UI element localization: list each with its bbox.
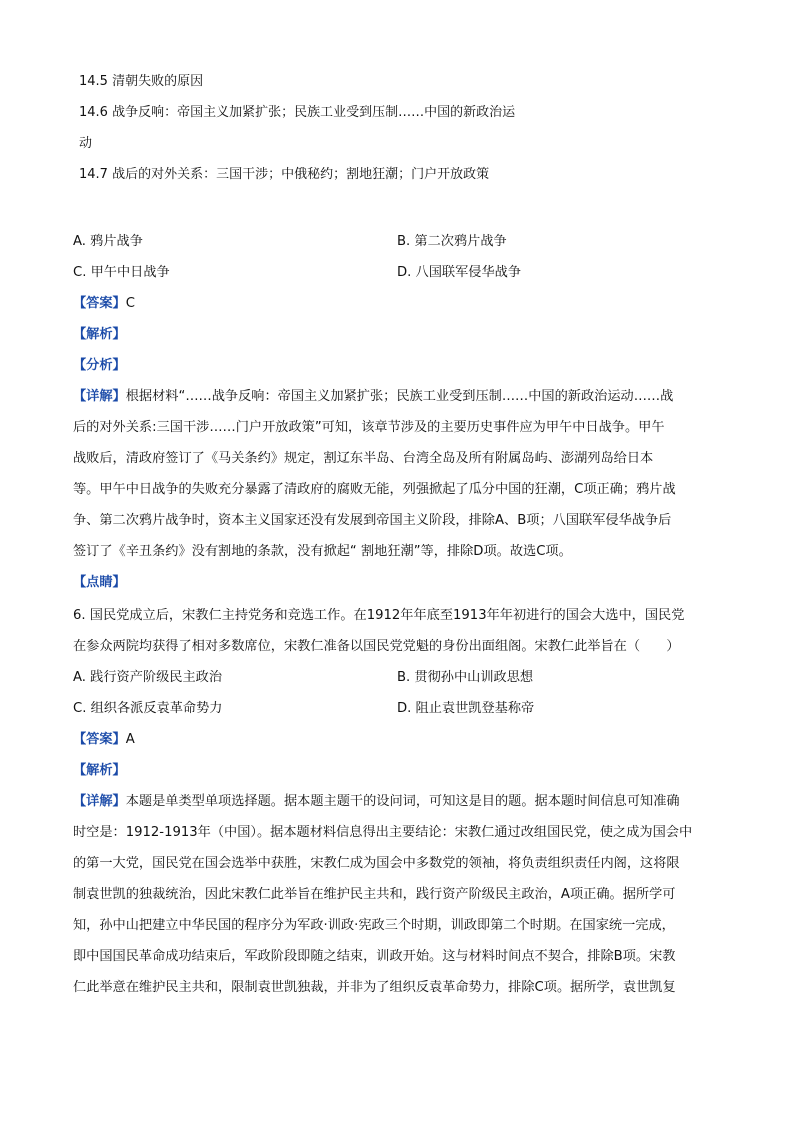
toc-line: 14.5 清朝失败的原因: [79, 74, 204, 89]
q6-detail-line: 即中国国民革命成功结束后，军政阶段即随之结束，训政开始。这与材料时间点不契合，排除B项。宋教: [73, 949, 676, 964]
q6-stem-line: 6. 国民党成立后，宋教仁主持党务和竞选工作。在1912年年底至1913年年初进行的国会大选中，国民党: [73, 608, 685, 623]
q6-answer: [73, 730, 723, 750]
q5-option-d: D. 八国联军侵华战争: [397, 265, 522, 280]
q5-fenxi: [73, 356, 723, 376]
q6-detail-line: [73, 792, 723, 812]
jiexi-tag: 【解析】: [73, 327, 126, 342]
detail-tag: 【详解】: [73, 389, 126, 404]
q5-detail-line: 后的对外关系:三国干涉……门户开放政策”可知，该章节涉及的主要历史事件应为甲午中日战争。甲午: [73, 420, 665, 435]
q6-jiexi: [73, 761, 723, 781]
detail-text: 本题是单类型单项选择题。据本题主题干的设问词，可知这是目的题。据本题时间信息可知准确: [125, 794, 680, 809]
q6-option-b: B. 贯彻孙中山训政思想: [397, 670, 534, 685]
q6-stem-line: 在参众两院均获得了相对多数席位，宋教仁准备以国民党党魁的身份出面组阁。宋教仁此举旨在（ ）: [73, 639, 680, 654]
q6-detail-line: 的第一大党，国民党在国会选举中获胜，宋教仁成为国会中多数党的领袖，将负责组织责任内阁，这将限: [73, 856, 680, 871]
jiexi-tag: 【解析】: [73, 763, 126, 778]
detail-text: 根据材料“……战争反响：帝国主义加紧扩张；民族工业受到压制……中国的新政治运动……战: [125, 389, 674, 404]
answer-tag: 【答案】: [73, 732, 126, 747]
q5-detail-line: 争、第二次鸦片战争时，资本主义国家还没有发展到帝国主义阶段，排除A、B项；八国联军侵华战争后: [73, 513, 672, 528]
q5-option-b: B. 第二次鸦片战争: [397, 234, 507, 249]
dianjing-tag: 【点睛】: [73, 575, 126, 590]
q6-detail-line: 仁此举意在维护民主共和，限制袁世凯独裁，并非为了组织反袁革命势力，排除C项。据所学，袁世凯复: [73, 980, 676, 995]
q5-jiexi: [73, 325, 723, 345]
q6-detail-line: 知，孙中山把建立中华民国的程序分为军政·训政·宪政三个时期，训政即第二个时期。在国家统一完成，: [73, 918, 675, 933]
q5-detail-line: 等。甲午中日战争的失败充分暴露了清政府的腐败无能，列强掀起了瓜分中国的狂潮，C项正确；鸦片战: [73, 482, 676, 497]
q6-detail-line: 时空是：1912-1913年（中国）。据本题材料信息得出主要结论：宋教仁通过改组国民党，使之成为国会中: [73, 825, 693, 840]
toc-line: 动: [79, 136, 93, 151]
toc-line: 14.7 战后的对外关系：三国干涉；中俄秘约；割地狂潮；门户开放政策: [79, 167, 490, 182]
answer-tag: 【答案】: [73, 296, 126, 311]
q6-detail-line: 制袁世凯的独裁统治，因此宋教仁此举旨在维护民主共和，践行资产阶级民主政治，A项正确。据所学可: [73, 887, 676, 902]
q5-detail-line: 签订了《辛丑条约》没有割地的条款，没有掀起“ 割地狂潮”等，排除D项。故选C项。: [73, 544, 572, 559]
q5-option-c: C. 甲午中日战争: [73, 265, 170, 280]
q6-option-a: A. 践行资产阶级民主政治: [73, 670, 223, 685]
q6-option-d: D. 阻止袁世凯登基称帝: [397, 701, 535, 716]
q5-detail-line: [73, 387, 723, 407]
fenxi-tag: 【分析】: [73, 358, 126, 373]
toc-line: 14.6 战争反响：帝国主义加紧扩张；民族工业受到压制……中国的新政治运: [79, 105, 516, 120]
answer-value: A: [125, 732, 135, 747]
q5-detail-line: 战败后，清政府签订了《马关条约》规定，割辽东半岛、台湾全岛及所有附属岛屿、澎湖列岛给日本: [73, 451, 654, 466]
q5-option-a: A. 鸦片战争: [73, 234, 143, 249]
answer-value: C: [125, 296, 135, 311]
q5-dianjing: [73, 573, 723, 593]
q6-option-c: C. 组织各派反袁革命势力: [73, 701, 223, 716]
detail-tag: 【详解】: [73, 794, 126, 809]
q5-answer: [73, 294, 723, 314]
